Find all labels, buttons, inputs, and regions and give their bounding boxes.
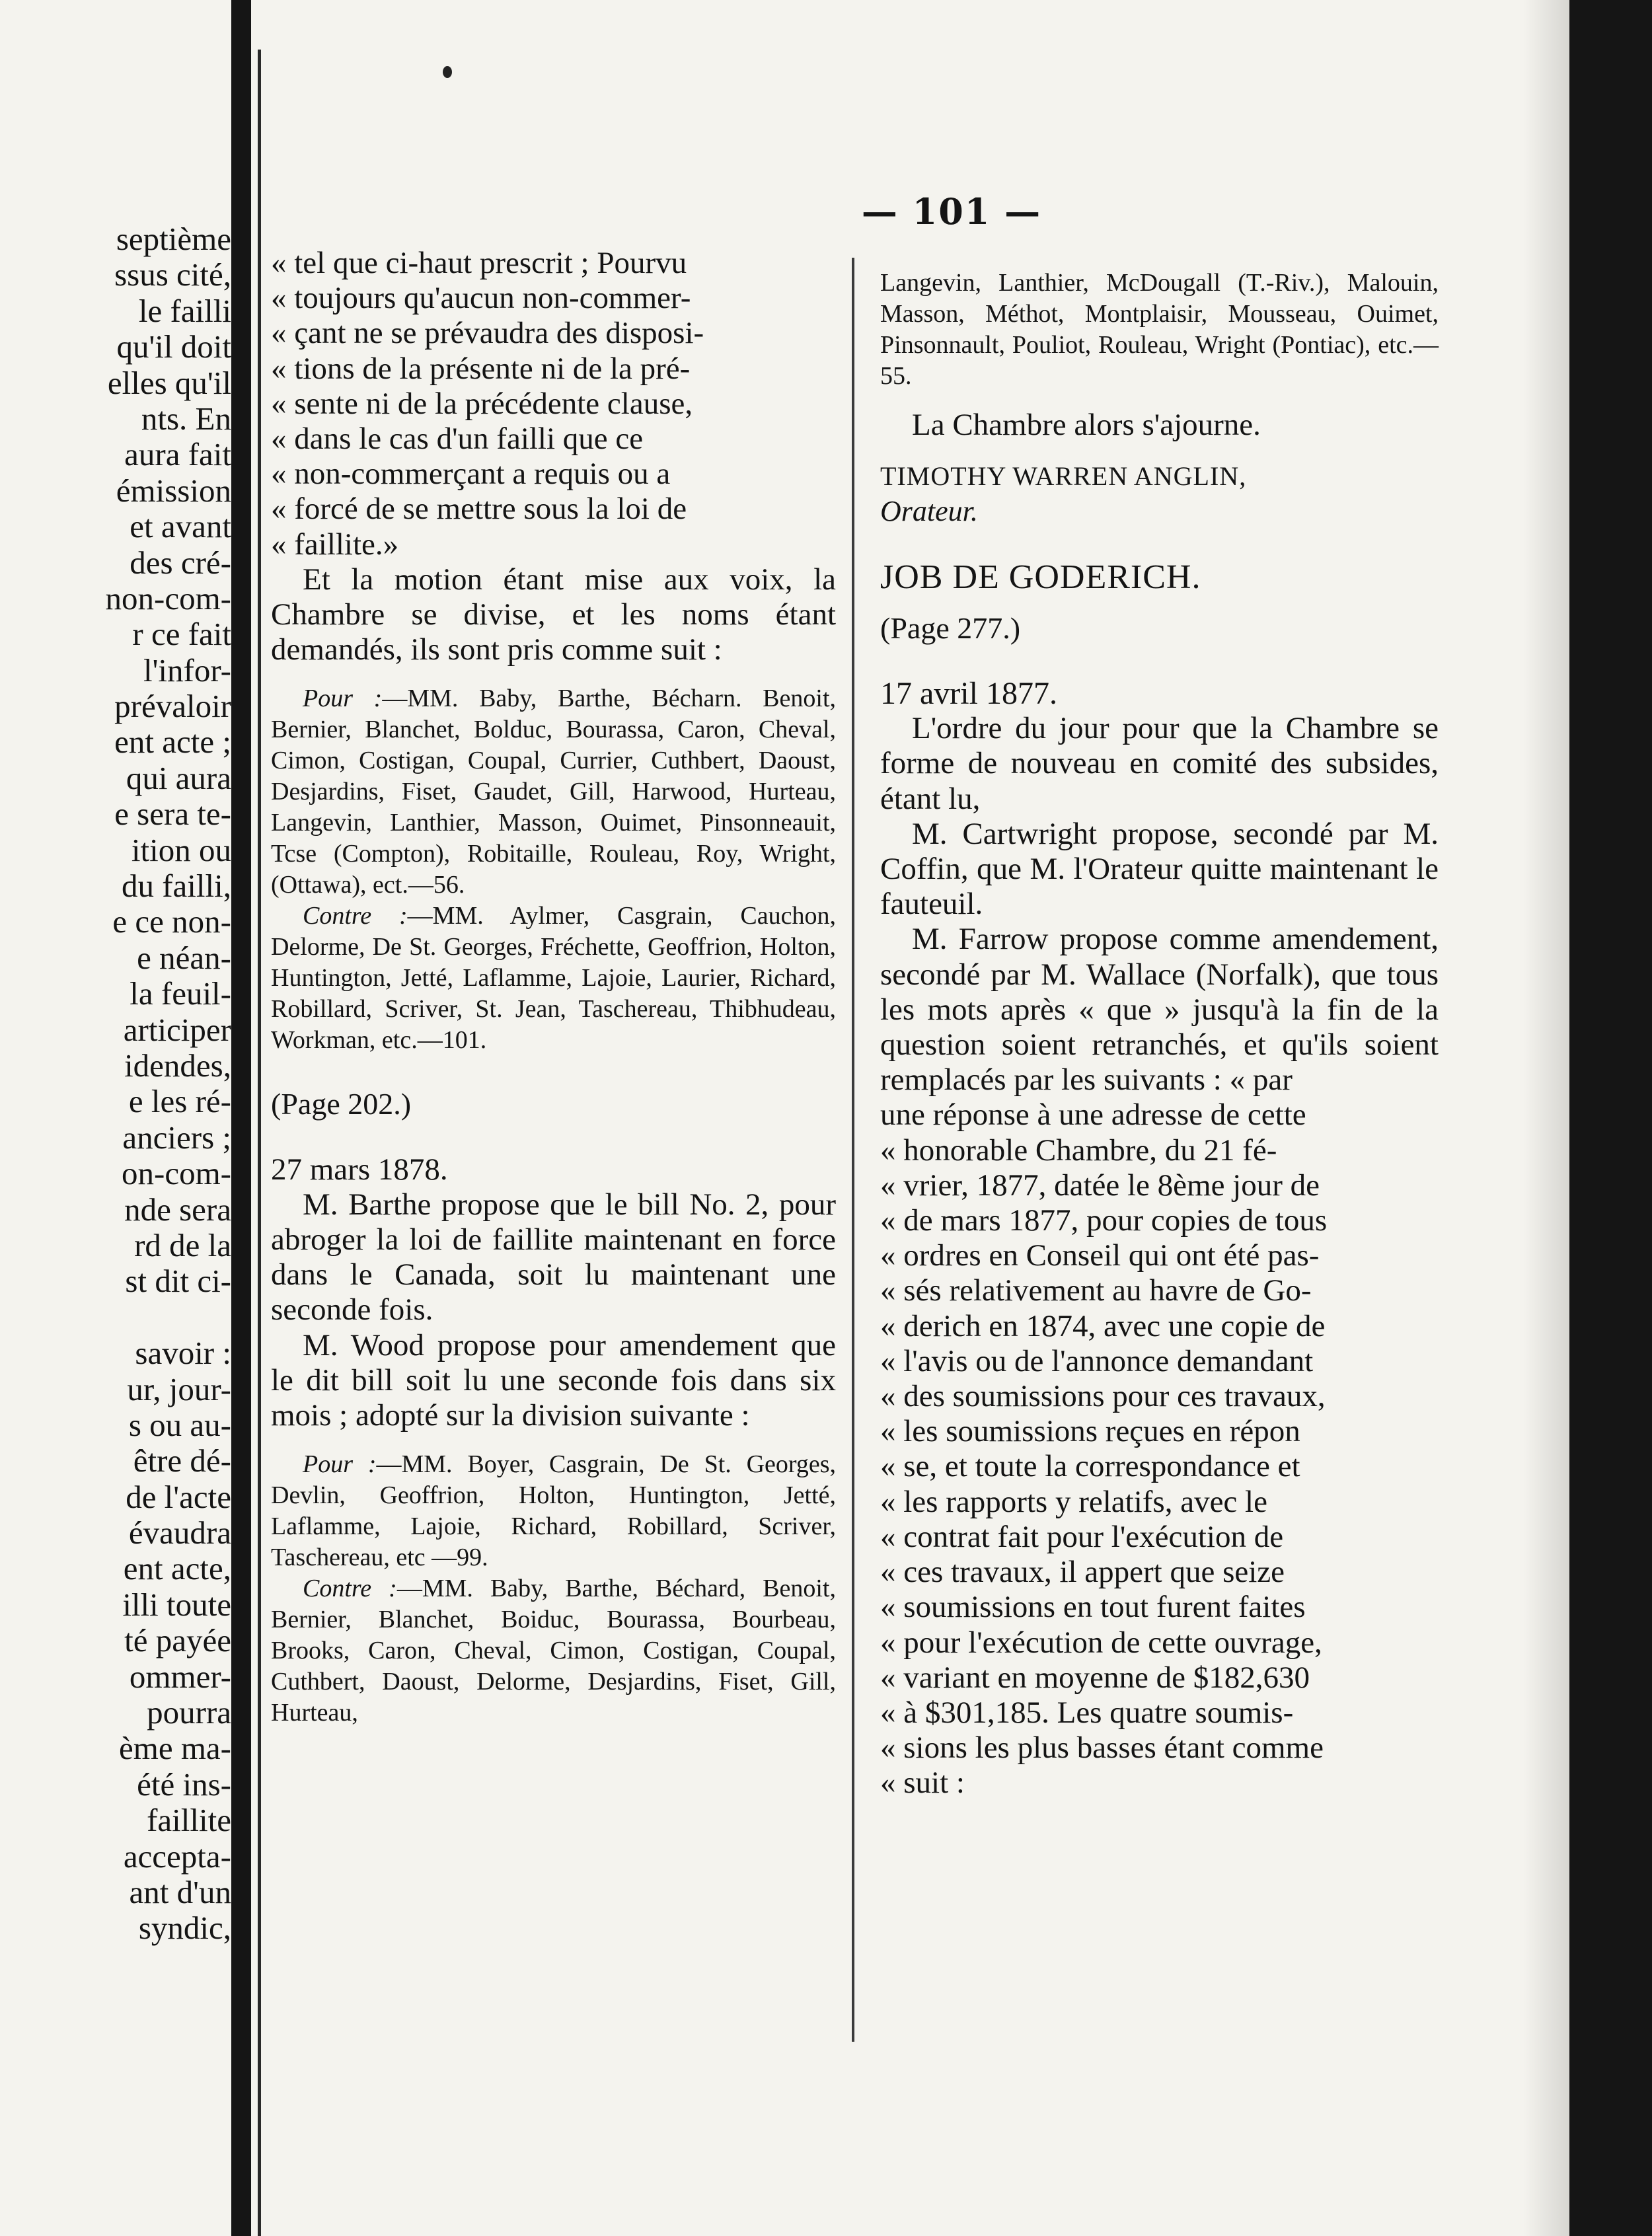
left-page-edge [0,0,231,2236]
text-fragment: nde sera [124,1191,231,1228]
quote-line: « sions les plus basses étant comme [880,1731,1324,1766]
text-fragment: l'infor- [143,652,231,689]
text-fragment: on-com- [122,1155,231,1192]
vote-pour-label: Pour : [303,685,383,713]
vote-pour-names: —MM. Baby, Barthe, Bécharn. Benoit, Bernier, Blanchet, Bolduc, Bourassa, Caron, Cheval, Cimon, Costigan, Coupal, Currier, Cuthbert, Daoust, Desjardins, Fiset, Gaudet, Gill, Harwood, Hurteau, Langevin, Lanthier, Masson, Ouimet, Pinsonneauit, Tcse (Compton), Robitaille, Rouleau, Roy, Wright, (Ottawa), ect.—56. [271,685,837,899]
quote-line: « les soumissions reçues en répon [880,1414,1300,1449]
quote-line: « se, et toute la correspondance et [880,1449,1300,1484]
quote-line: « non-commerçant a requis ou a [271,457,671,492]
quote-line: « des soumissions pour ces travaux, [880,1379,1326,1414]
text-fragment: ent acte, [123,1550,231,1587]
vote-pour-2 [271,1449,836,1573]
vote-pour-names: —MM. Boyer, Casgrain, De St. Georges, Devlin, Geoffrion, Holton, Huntington, Jetté, Laflamme, Lajoie, Richard, Robillard, Scriver, Taschereau, etc —99. [271,1450,837,1572]
right-column [880,268,1439,1801]
text-fragment: septième [116,221,231,257]
text-fragment: aura fait [124,436,231,473]
vote-continuation: Langevin, Lanthier, McDougall (T.-Riv.), Malouin, Masson, Méthot, Montplaisir, Mousseau, Ouimet, Pinsonnault, Pouliot, Rouleau, Wright (Pontiac), etc.—55. [880,269,1439,390]
text-fragment: des cré- [130,544,231,581]
text-fragment: de l'acte [126,1478,231,1515]
text-fragment: rd de la [134,1226,231,1263]
quote-line: « dans le cas d'un failli que ce [271,422,644,457]
motion-paragraph: Et la motion étant mise aux voix, la Chambre se divise, et les noms étant demandés, ils sont pris comme suit : [271,562,836,667]
text-fragment: articiper [123,1011,231,1048]
text-fragment: e ce non- [112,903,231,940]
text-fragment: et avant [130,508,231,545]
text-fragment: évaudra [128,1514,231,1551]
quote-line: « suit : [880,1766,965,1801]
text-fragment [106,1300,232,1335]
left-column [271,246,836,1729]
text-fragment: être dé- [133,1442,231,1479]
text-fragment: ant d'un [129,1873,231,1910]
text-fragment: ur, jour- [127,1370,231,1407]
quote-line: « honorable Chambre, du 21 fé- [880,1133,1277,1168]
ink-dot [443,66,452,78]
page-edge-shadow [1523,0,1569,2236]
cartwright-paragraph: M. Cartwright propose, secondé par M. Coffin, que M. l'Orateur quitte maintenant le fauteuil. [880,816,1439,922]
farrow-paragraph: M. Farrow propose comme amendement, secondé par M. Wallace (Norfalk), que tous les mots après « que » jusqu'à la fin de la question soient retranchés, et qu'ils soient remplacés par les suivants : « par [880,922,1439,1098]
vote-contre-2 [271,1573,836,1729]
text-fragment: émission [116,472,231,509]
text-fragment: illi toute [122,1586,231,1623]
quote-block [880,1098,1439,1801]
text-fragment: savoir : [135,1335,231,1372]
text-fragment: té payée [124,1622,231,1659]
quote-line: « sente ni de la précédente clause, [271,386,693,421]
text-fragment: anciers ; [122,1119,231,1156]
vote-contre-names: —MM. Aylmer, Casgrain, Cauchon, Delorme, De St. Georges, Fréchette, Geoffrion, Holton, Huntington, Jetté, Laflamme, Lajoie, Laurier, Richard, Robillard, Scriver, St. Jean, Taschereau, Thibhudeau, Workman, etc.—101. [271,902,836,1055]
left-page-text-fragments [106,221,232,1947]
text-fragment: e les ré- [128,1083,231,1120]
text-fragment: pourra [147,1694,231,1731]
quote-line: « toujours qu'aucun non-commer- [271,281,691,316]
quote-line: « forcé de se mettre sous la loi de [271,492,687,527]
text-fragment: ent acte ; [114,724,231,761]
text-fragment: faillite [147,1802,231,1839]
text-fragment: le failli [138,292,231,329]
date-heading: 27 mars 1878. [271,1152,448,1187]
text-fragment: r ce fait [132,616,231,653]
quote-line: « derich en 1874, avec une copie de [880,1308,1326,1343]
speaker-title: Orateur. [880,495,978,528]
page-reference: (Page 277.) [880,611,1021,645]
vote-pour-1 [271,683,836,901]
text-fragment: s ou au- [128,1406,231,1443]
text-fragment: e sera te- [114,796,231,833]
date-heading: 17 avril 1877. [880,676,1057,712]
quote-line: « ordres en Conseil qui ont été pas- [880,1238,1320,1273]
text-fragment: syndic, [138,1910,231,1947]
text-fragment: idendes, [124,1047,231,1084]
text-fragment: été ins- [137,1766,231,1803]
text-fragment: ommer- [129,1658,231,1695]
quote-line: « de mars 1877, pour copies de tous [880,1203,1328,1238]
quote-line: « çant ne se prévaudra des disposi- [271,316,704,351]
text-fragment: la feuil- [130,975,231,1012]
vote-contre-1 [271,901,836,1056]
text-fragment: non-com- [105,579,231,616]
vote-pour-label: Pour : [303,1450,377,1479]
ordre-paragraph: L'ordre du jour pour que la Chambre se forme de nouveau en comité des subsides, étant lu, [880,711,1439,816]
quote-line: « l'avis ou de l'annonce demandant [880,1343,1314,1378]
quote-line: « contrat fait pour l'exécution de [880,1519,1284,1554]
section-title: JOB DE GODERICH. [880,558,1201,596]
quote-block [271,246,836,562]
text-fragment: e néan- [137,939,231,976]
barthe-paragraph: M. Barthe propose que le bill No. 2, pour abroger la loi de faillite maintenant en force dans le Canada, soit lu maintenant une seconde fois. [271,1187,836,1327]
vote-contre-label: Contre : [303,1575,397,1603]
text-fragment: ssus cité, [114,256,231,293]
quote-line: « les rapports y relatifs, avec le [880,1484,1267,1519]
quote-line: « à $301,185. Les quatre soumis- [880,1695,1294,1730]
vote-contre-names: —MM. Baby, Barthe, Béchard, Benoit, Bernier, Blanchet, Boiduc, Bourassa, Bourbeau, Brooks, Caron, Cheval, Cimon, Costigan, Coupal, Cuthbert, Daoust, Delorme, Desjardins, Fiset, Gill, Hurteau, [271,1575,836,1727]
text-fragment: nts. En [141,400,231,437]
text-fragment: st dit ci- [125,1263,231,1300]
text-fragment: accepta- [123,1838,231,1875]
quote-line: « tions de la présente ni de la pré- [271,351,691,386]
quote-line: une réponse à une adresse de cette [880,1098,1306,1133]
text-fragment: ème ma- [118,1730,231,1767]
page-101 [251,0,1569,2236]
text-fragment: elles qu'il [107,364,231,401]
page-number: — 101 — [861,190,1042,233]
wood-paragraph: M. Wood propose pour amendement que le dit bill soit lu une seconde fois dans six mois ; adopté sur la division suivante : [271,1327,836,1433]
text-fragment: qu'il doit [116,328,231,365]
quote-line: « soumissions en tout furent faites [880,1590,1306,1625]
text-fragment: ition ou [131,831,231,868]
binding-rule [258,50,261,2236]
text-fragment: du failli, [121,868,231,905]
quote-line: « sés relativement au havre de Go- [880,1273,1312,1308]
column-rule [852,258,854,2042]
quote-line: « faillite.» [271,527,399,562]
text-fragment: prévaloir [114,688,231,725]
speaker-name: TIMOTHY WARREN ANGLIN, [880,461,1247,492]
adjourn-line: La Chambre alors s'ajourne. [912,408,1261,442]
quote-line: « ces travaux, il appert que seize [880,1555,1285,1590]
text-fragment: qui aura [126,759,231,796]
quote-line: « vrier, 1877, datée le 8ème jour de [880,1168,1320,1203]
vote-contre-label: Contre : [303,902,408,930]
quote-line: « variant en moyenne de $182,630 [880,1660,1310,1695]
quote-line: « pour l'exécution de cette ouvrage, [880,1625,1322,1660]
page-reference: (Page 202.) [271,1087,412,1121]
quote-line: « tel que ci-haut prescrit ; Pourvu [271,246,687,280]
